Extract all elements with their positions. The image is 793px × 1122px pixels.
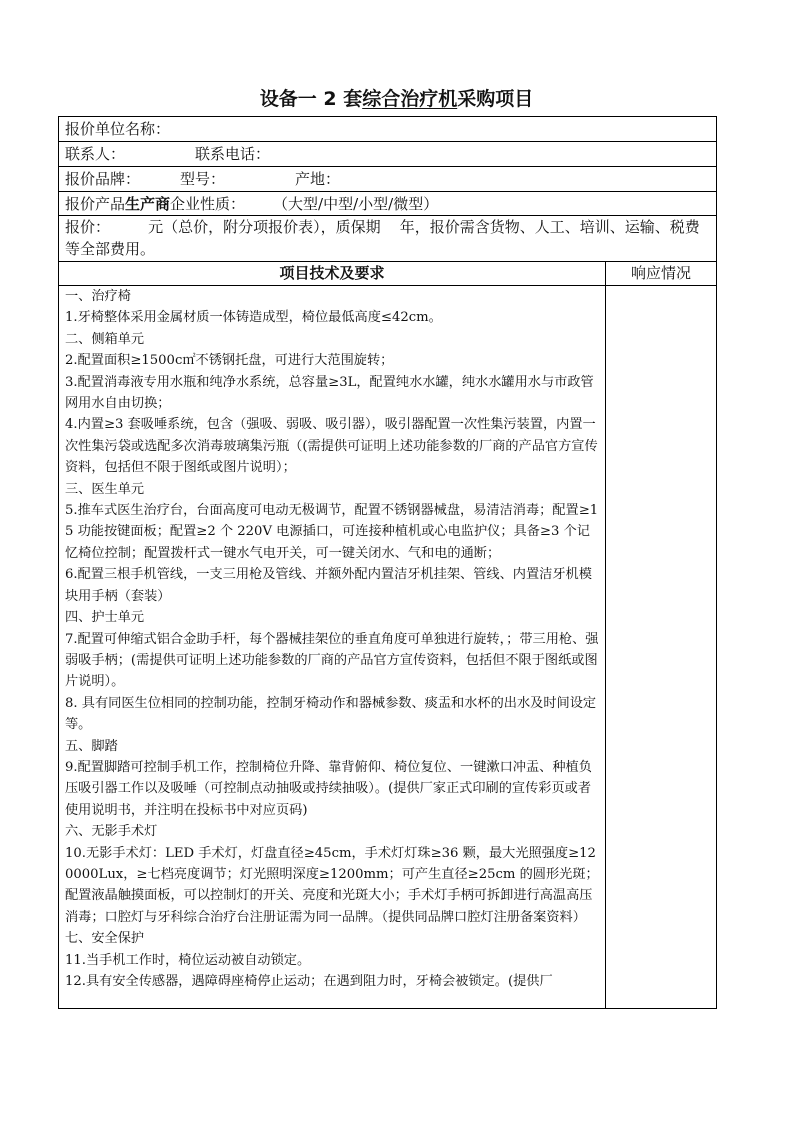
requirement-line: 6.配置三根手机管线，一支三用枪及管线、并额外配内置洁牙机挂架、管线、内置洁牙机模块用手柄（套装） <box>65 567 592 604</box>
requirement-line: 5.推车式医生治疗台，台面高度可电动无极调节，配置不锈钢器械盘，易清洁消毒；配置≥15 功能按键面板；配置≥2 个 220V 电源插口，可连接种植机或心电监护仪；具备≥3 个记忆椅位控制；配置拨杆式一键水气电开关，可一键关闭水、气和电的通断； <box>65 503 599 561</box>
requirement-line: 10.无影手术灯：LED 手术灯，灯盘直径≥45cm，手术灯灯珠≥36 颗，最大光照强度≥120000Lux，≥七档亮度调节；灯光照明深度≥1200mm；可产生直径≥25cm 的圆形光斑；配置液晶触摸面板，可以控制灯的开关、亮度和光斑大小；手术灯手柄可拆卸进行高温高压消毒；口腔灯与牙科综合治疗台注册证需为同一品牌。（提供同品牌口腔灯注册备案资料） <box>65 845 599 925</box>
title-suffix: 采购项目 <box>457 88 534 110</box>
manufacturer-row <box>59 192 716 216</box>
quote-unit-label: 报价单位名称： <box>65 120 171 138</box>
requirement-line: 三、医生单元 <box>65 481 145 497</box>
header-response: 响应情况 <box>630 264 691 282</box>
contact-label: 联系人： <box>65 145 126 163</box>
quote-unit-row <box>59 117 716 142</box>
requirement-line: 二、侧箱单元 <box>65 331 145 347</box>
requirement-line: 11.当手机工作时，椅位运动被自动锁定。 <box>65 952 311 968</box>
requirement-line: 四、护士单元 <box>65 610 145 626</box>
requirement-line: 七、安全保护 <box>65 931 145 947</box>
title-prefix: 设备一 2 套 <box>259 88 363 110</box>
requirement-line: 12.具有安全传感器，遇障碍座椅停止运动；在遇到阻力时，牙椅会被锁定。(提供厂 <box>65 974 553 989</box>
price-text: 报价： 元（总价，附分项报价表），质保期 年，报价需含货物、人工、培训、运输、税费等全部费用。 <box>65 218 700 258</box>
brand-label: 报价品牌： <box>65 170 141 188</box>
manufacturer-prefix: 报价产品 <box>65 195 126 213</box>
contact-row <box>59 142 716 167</box>
requirement-line: 4.内置≥3 套吸唾系统，包含（强吸、弱吸、吸引器），吸引器配置一次性集污装置，内置一次性集污袋或选配多次消毒玻璃集污瓶（(需提供可证明上述功能参数的厂商的产品官方宣传资料，包括但不限于图纸或图片说明）； <box>65 417 598 476</box>
requirement-line: 9.配置脚踏可控制手机工作，控制椅位升降、靠背俯仰、椅位复位、一键漱口冲盂、种植负压吸引器工作以及吸唾（可控制点动抽吸或持续抽吸）。(提供厂家正式印刷的宣传彩页或者使用说明书，并注明在投标书中对应页码) <box>65 759 592 818</box>
column-divider <box>605 262 606 1008</box>
requirement-line: 1.牙椅整体采用金属材质一体铸造成型，椅位最低高度≤42cm。 <box>65 310 442 326</box>
title-equipment-name: 综合治疗机 <box>362 88 458 110</box>
phone-label: 联系电话： <box>195 145 271 163</box>
enterprise-types: （大型/中型/小型/微型） <box>273 195 439 213</box>
table-header <box>59 262 716 286</box>
origin-label: 产地： <box>295 170 341 188</box>
manufacturer-label: 生产商 <box>125 195 171 213</box>
requirement-line: 7.配置可伸缩式铝合金助手杆，每个器械挂架位的垂直角度可单独进行旋转，；带三用枪、强弱吸手柄；(需提供可证明上述功能参数的厂商的产品官方宣传资料，包括但不限于图纸或图片说明）。 <box>65 631 599 690</box>
requirement-line: 3.配置消毒液专用水瓶和纯净水系统，总容量≥3L，配置纯水水罐，纯水水罐用水与市政管网用水自由切换； <box>65 374 594 412</box>
price-row <box>59 216 716 262</box>
requirement-line: 8. 具有同医生位相同的控制功能，控制牙椅动作和器械参数、痰盂和水杯的出水及时间设定等。 <box>65 695 597 733</box>
model-label: 型号： <box>180 170 226 188</box>
requirements-content <box>65 286 600 992</box>
requirement-line: 五、脚踏 <box>65 738 118 754</box>
brand-row <box>59 167 716 192</box>
header-requirements: 项目技术及要求 <box>279 264 385 282</box>
page-title <box>0 84 793 111</box>
requirement-line: 2.配置面积≥1500c㎡不锈钢托盘，可进行大范围旋转； <box>65 353 394 369</box>
requirement-line: 一、治疗椅 <box>65 289 131 304</box>
enterprise-nature-label: 企业性质： <box>170 195 246 213</box>
procurement-table <box>58 116 717 1009</box>
requirement-line: 六、无影手术灯 <box>65 824 158 840</box>
